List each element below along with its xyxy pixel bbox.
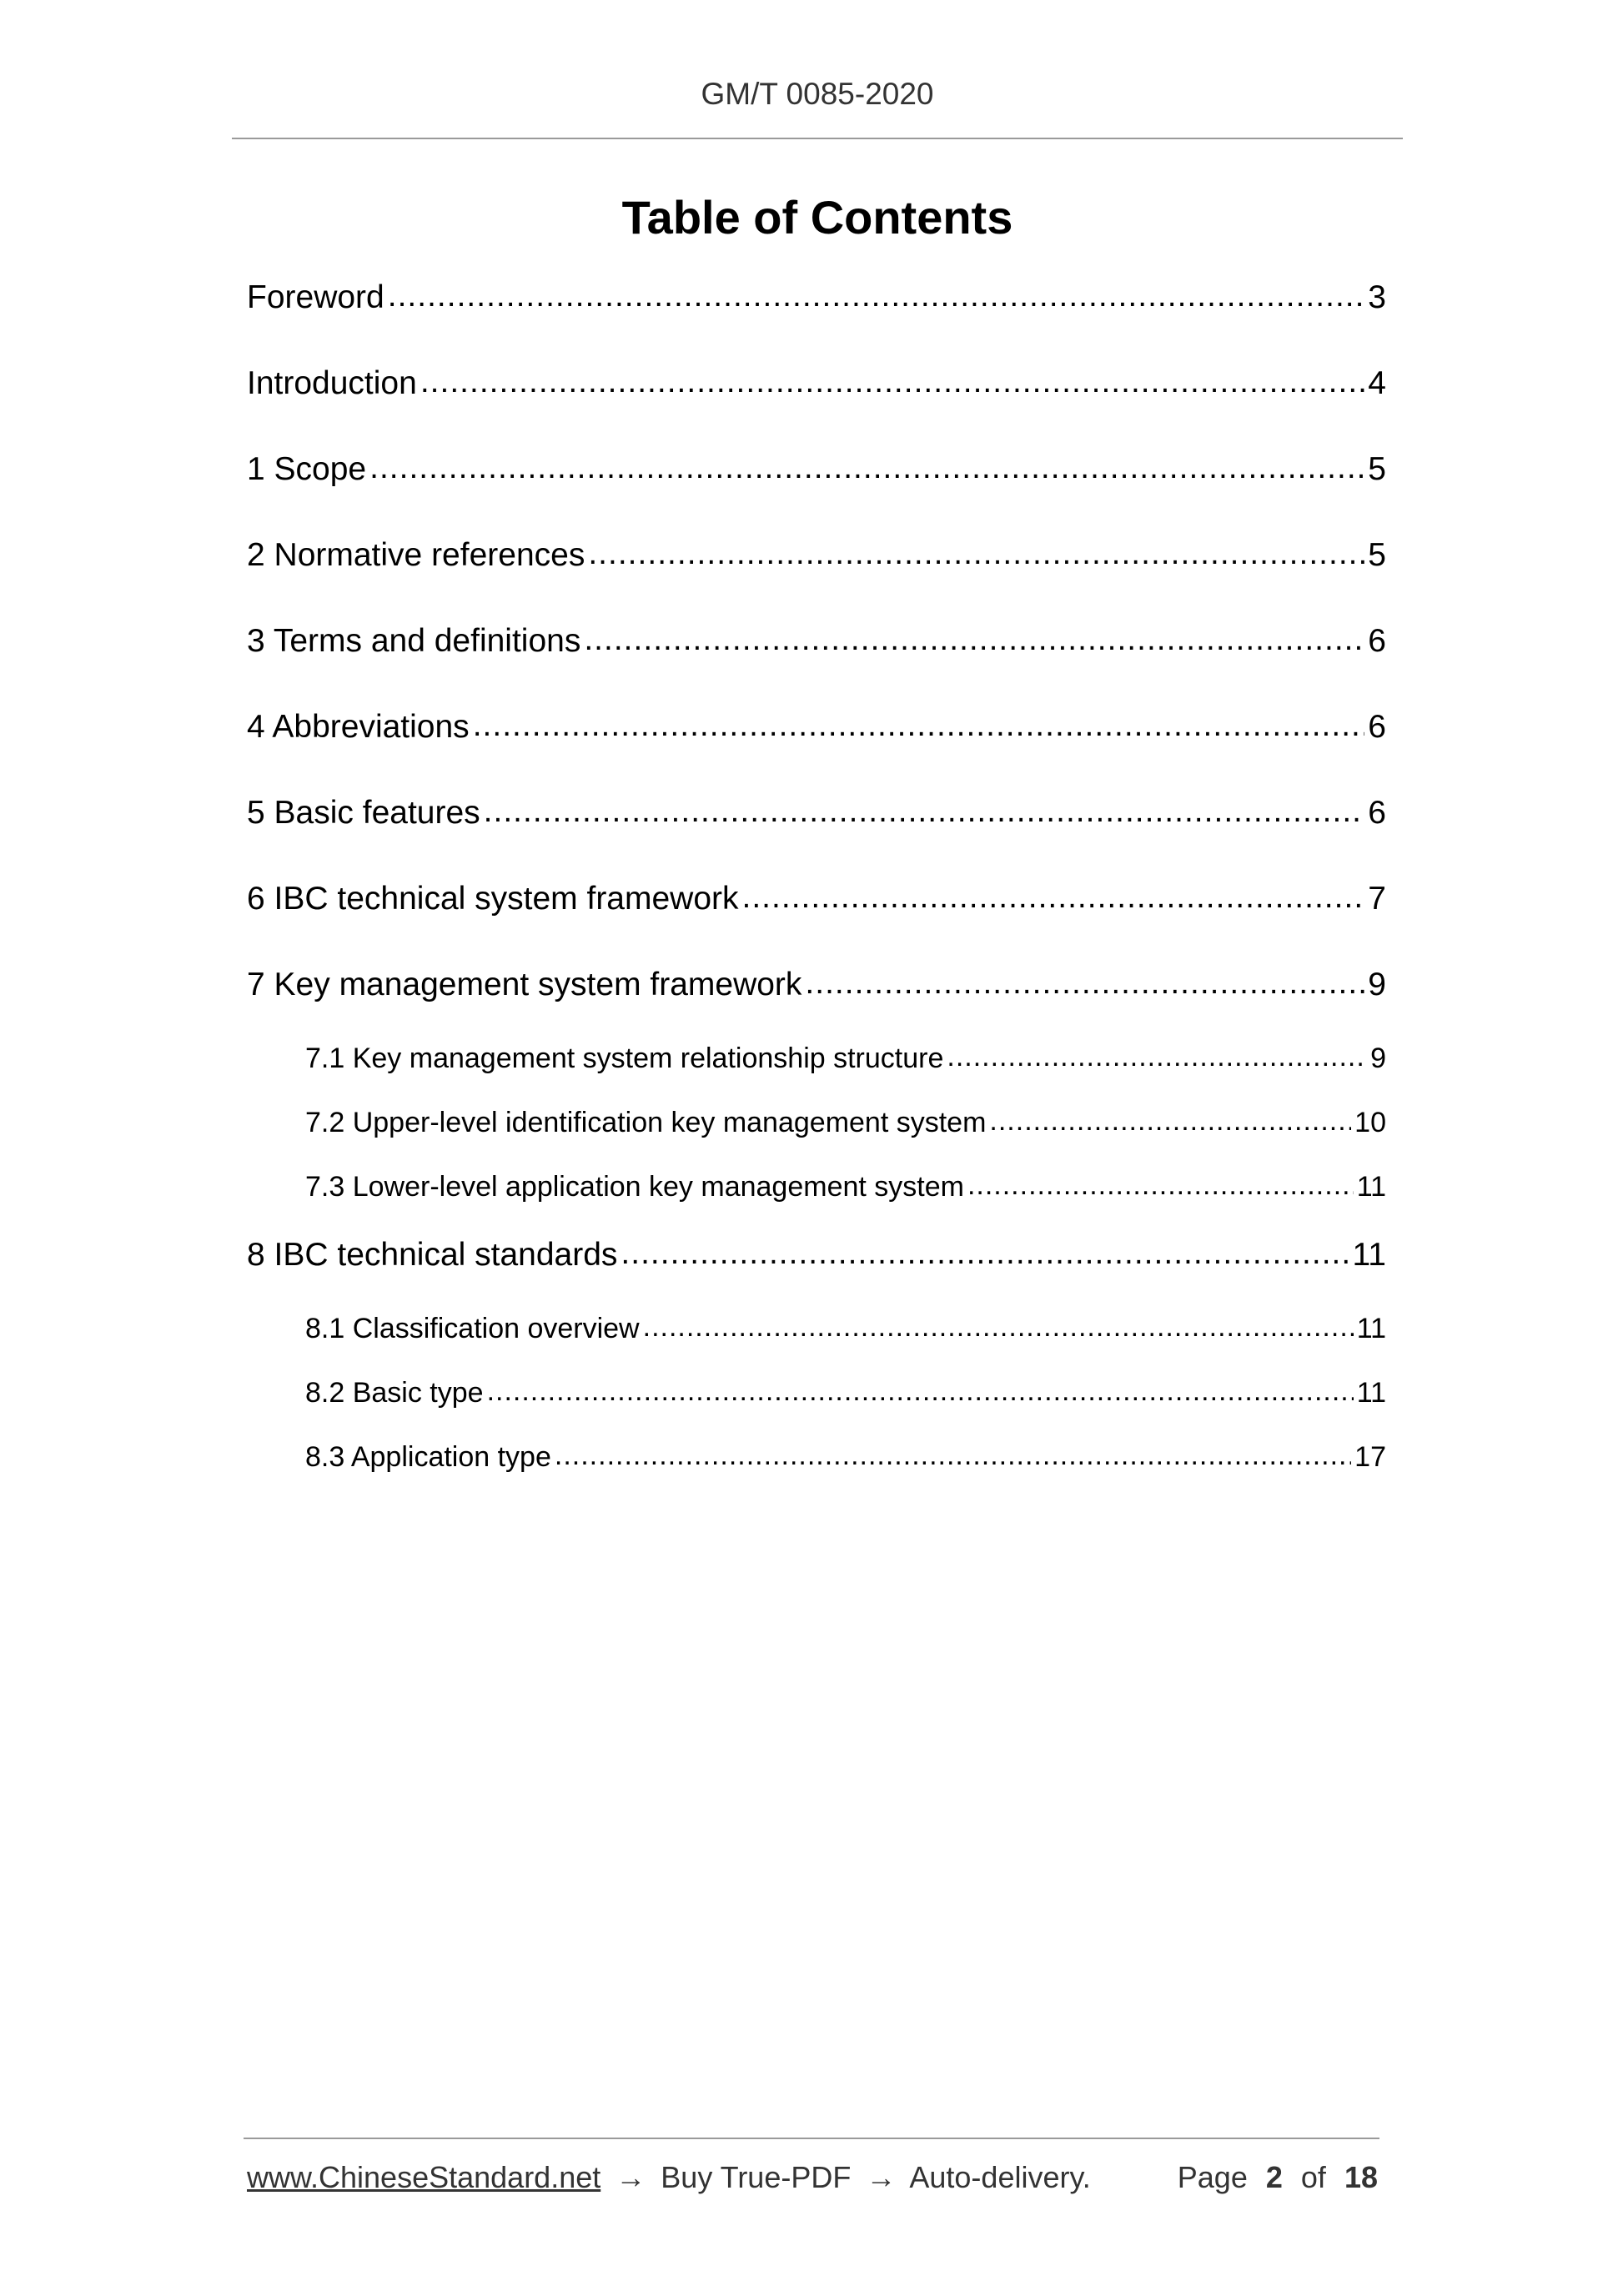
dot-leader <box>742 879 1365 916</box>
header-divider <box>232 138 1403 139</box>
delivery-text: Auto-delivery. <box>909 2160 1091 2194</box>
dot-leader <box>947 1041 1367 1073</box>
dot-leader <box>420 364 1364 400</box>
dot-leader <box>805 965 1364 1002</box>
toc-entry-page: 9 <box>1370 1042 1386 1074</box>
toc-entry-7-1[interactable] <box>247 1042 1386 1107</box>
toc-entry-basic-features[interactable] <box>247 795 1386 881</box>
toc-entry-page: 11 <box>1356 1171 1386 1203</box>
toc-entry-7-3[interactable] <box>247 1171 1386 1235</box>
total-pages: 18 <box>1344 2160 1378 2194</box>
toc-entry-label: 1 Scope <box>247 451 367 487</box>
toc-entry-label: Foreword <box>247 279 384 315</box>
toc-entry-label: 8 IBC technical standards <box>247 1237 618 1273</box>
dot-leader <box>369 450 1364 486</box>
dot-leader <box>473 707 1365 744</box>
toc-entry-page: 7 <box>1368 881 1386 917</box>
right-arrow-icon: → <box>866 2160 897 2194</box>
toc-entry-page: 11 <box>1356 1377 1386 1409</box>
toc-entry-label: 8.2 Basic type <box>305 1377 484 1409</box>
toc-entry-label: 7 Key management system framework <box>247 967 802 1002</box>
toc-entry-label: 2 Normative references <box>247 537 585 573</box>
toc-entry-page: 3 <box>1368 279 1386 315</box>
toc-entry-label: 8.1 Classification overview <box>305 1313 640 1344</box>
toc-entry-page: 6 <box>1368 709 1386 745</box>
dot-leader <box>967 1169 1354 1202</box>
page-number: 2 <box>1265 2160 1283 2194</box>
toc-entry-ibc-standards[interactable] <box>247 1237 1386 1323</box>
toc-entry-label: 5 Basic features <box>247 795 480 831</box>
toc-entry-page: 11 <box>1356 1313 1386 1344</box>
toc-entry-label: 8.3 Application type <box>305 1441 551 1473</box>
toc-entry-ibc-framework[interactable] <box>247 881 1386 967</box>
site-link[interactable]: www.ChineseStandard.net <box>247 2160 601 2194</box>
toc-title: Table of Contents <box>621 191 1013 244</box>
toc-entry-8-3[interactable] <box>247 1441 1386 1505</box>
page-footer <box>247 2160 1381 2195</box>
toc-entry-label: 7.3 Lower-level application key management system <box>305 1171 964 1203</box>
toc-list <box>247 279 1386 1505</box>
toc-entry-8-2[interactable] <box>247 1377 1386 1441</box>
toc-entry-label: 7.2 Upper-level identification key management system <box>305 1107 987 1138</box>
dot-leader <box>588 535 1364 572</box>
toc-entry-page: 5 <box>1368 451 1386 487</box>
toc-entry-page: 10 <box>1354 1107 1386 1138</box>
dot-leader <box>989 1105 1351 1138</box>
toc-entry-label: 4 Abbreviations <box>247 709 470 745</box>
buy-text: Buy True-PDF <box>661 2160 852 2194</box>
toc-entry-foreword[interactable] <box>247 279 1386 365</box>
toc-entry-scope[interactable] <box>247 451 1386 537</box>
page-header-doc-code: GM/T 0085-2020 <box>701 77 934 111</box>
dot-leader <box>555 1439 1351 1472</box>
page-indicator <box>1178 2160 1378 2195</box>
toc-entry-page: 4 <box>1368 365 1386 401</box>
toc-entry-normative-references[interactable] <box>247 537 1386 623</box>
toc-entry-page: 6 <box>1368 795 1386 831</box>
toc-entry-8-1[interactable] <box>247 1313 1386 1377</box>
footer-divider <box>244 2138 1379 2139</box>
toc-entry-label: 7.1 Key management system relationship structure <box>305 1042 944 1074</box>
toc-entry-key-management-framework[interactable] <box>247 967 1386 1053</box>
toc-entry-page: 6 <box>1368 623 1386 659</box>
toc-entry-page: 9 <box>1368 967 1386 1002</box>
toc-entry-page: 5 <box>1368 537 1386 573</box>
toc-entry-introduction[interactable] <box>247 365 1386 451</box>
dot-leader <box>643 1311 1354 1344</box>
right-arrow-icon: → <box>616 2160 646 2194</box>
toc-entry-abbreviations[interactable] <box>247 709 1386 795</box>
dot-leader <box>487 1375 1354 1408</box>
dot-leader <box>484 793 1365 830</box>
footer-promo <box>247 2160 1091 2195</box>
dot-leader <box>584 621 1364 658</box>
toc-entry-page: 17 <box>1354 1441 1386 1473</box>
toc-entry-label: 6 IBC technical system framework <box>247 881 739 917</box>
toc-entry-label: Introduction <box>247 365 417 401</box>
toc-entry-page: 11 <box>1352 1237 1386 1273</box>
toc-entry-label: 3 Terms and definitions <box>247 623 581 659</box>
dot-leader <box>388 278 1365 314</box>
of-label: of <box>1300 2160 1326 2194</box>
toc-entry-terms-definitions[interactable] <box>247 623 1386 709</box>
toc-entry-7-2[interactable] <box>247 1107 1386 1171</box>
page-label: Page <box>1177 2160 1248 2194</box>
dot-leader <box>621 1235 1349 1272</box>
